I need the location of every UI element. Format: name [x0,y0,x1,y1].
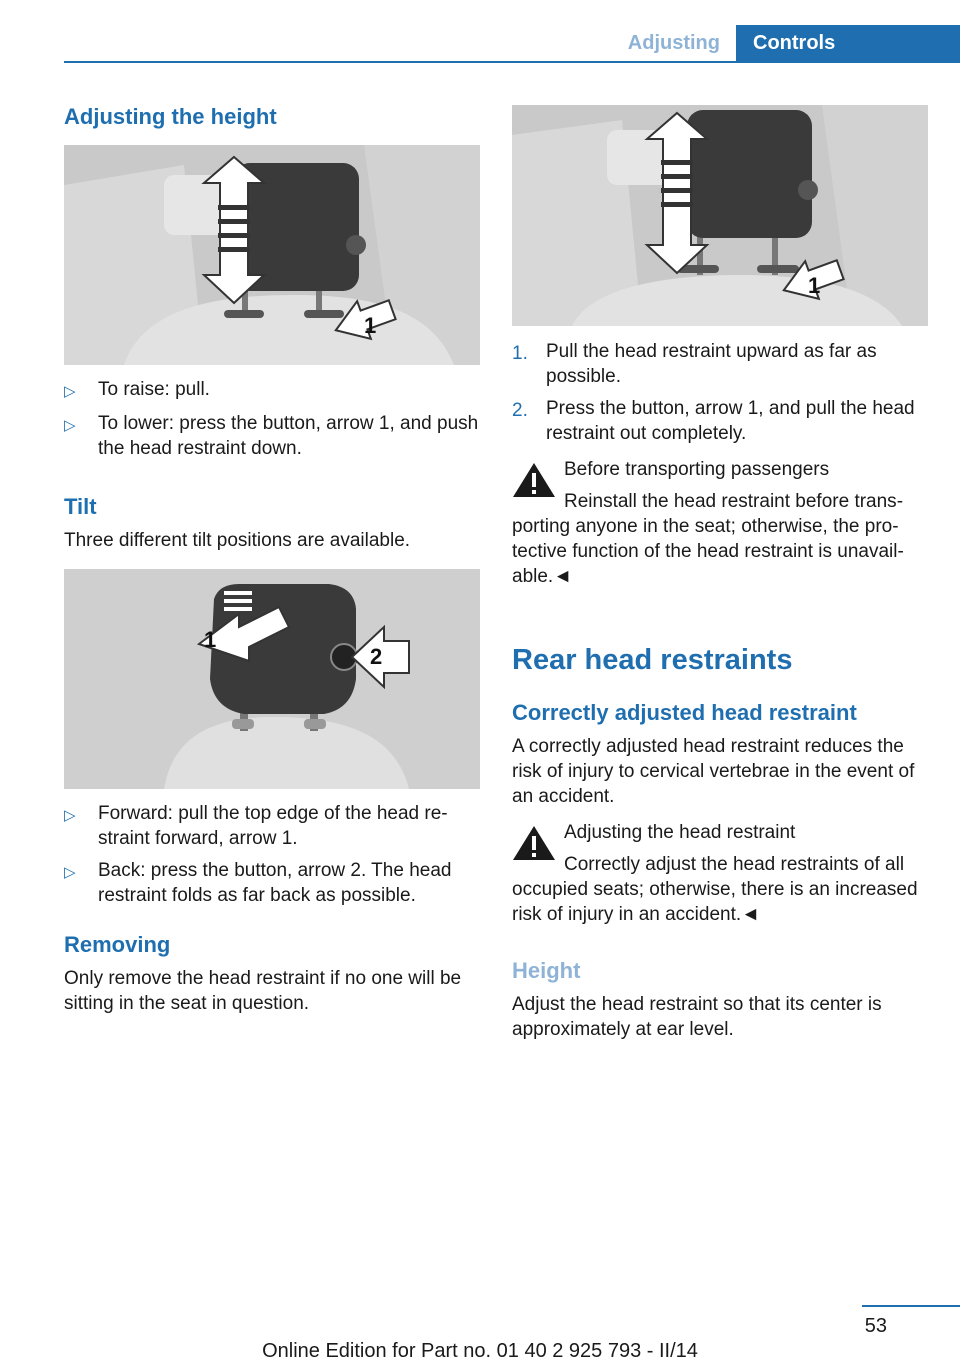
height-subheading: Height [512,958,581,983]
footer-rule [862,1305,960,1307]
tilt-heading: Tilt [64,494,97,519]
list-item: ▷ To lower: press the button, arrow 1, and push the head restraint down. [64,413,479,459]
figure-remove [512,105,928,326]
figure-label-2: 2 [370,644,383,669]
list-item: 2. Press the button, arrow 1, and pull the head restraint out completely. [512,398,915,444]
height-text: Adjust the head restraint so that its center is approximately at ear level. [512,994,882,1040]
header-chapter-tab: Controls [736,25,960,61]
footer-edition: Online Edition for Part no. 01 40 2 925 793 - II/14 [262,1340,698,1362]
triangle-bullet-icon: ▷ [64,864,76,881]
headrest-remove-illustration [512,105,928,326]
list-item: ▷ Forward: pull the top edge of the head restraint forward, arrow 1. [64,803,448,849]
headrest-tilt-illustration [64,569,480,789]
triangle-bullet-icon: ▷ [64,383,76,400]
figure-label-1: 1 [808,273,821,298]
figure-label-1: 1 [204,627,217,652]
warning2-title: Adjusting the head restraint [564,822,796,843]
correctly-adjusted-text: A correctly adjusted head restraint reduces the risk of injury to cervical vertebrae in the event of an accident. [512,736,915,807]
figure-label-1: 1 [364,313,377,338]
height-bullet-list [64,377,480,461]
removing-heading: Removing [64,932,171,957]
removing-text: Only remove the head restraint if no one will be sitting in the seat in question. [64,968,462,1014]
triangle-bullet-icon: ▷ [64,807,76,824]
headrest-height-illustration [64,145,480,365]
warning1-title: Before transporting passengers [564,459,830,480]
list-item: 1. Pull the head restraint upward as far as possible. [512,341,877,387]
triangle-bullet-icon: ▷ [64,417,76,434]
rear-head-restraints-heading: Rear head restraints [512,644,793,676]
figure-height-adjust [64,145,480,365]
warning1-text: Reinstall the head restraint before transporting anyone in the seat; otherwise, the protective function of the head restraint is unavailable.◄ [512,491,904,587]
list-item: ▷ Back: press the button, arrow 2. The head restraint folds as far back as possible. [64,860,452,906]
remove-steps-list [512,339,928,446]
correctly-adjusted-heading: Correctly adjusted head restraint [512,700,857,725]
header-section-label: Adjusting [627,32,720,54]
header-rule [64,61,960,63]
adjusting-height-heading: Adjusting the height [64,104,277,129]
tilt-text: Three different tilt positions are available. [64,530,411,551]
tilt-bullet-list [64,801,480,908]
figure-tilt [64,569,480,789]
list-item: ▷ To raise: pull. [64,377,480,404]
page-number: 53 [864,1315,887,1337]
warning2-text: Correctly adjust the head restraints of all occupied seats; otherwise, there is an increased risk of injury in an accident.◄ [512,854,918,925]
